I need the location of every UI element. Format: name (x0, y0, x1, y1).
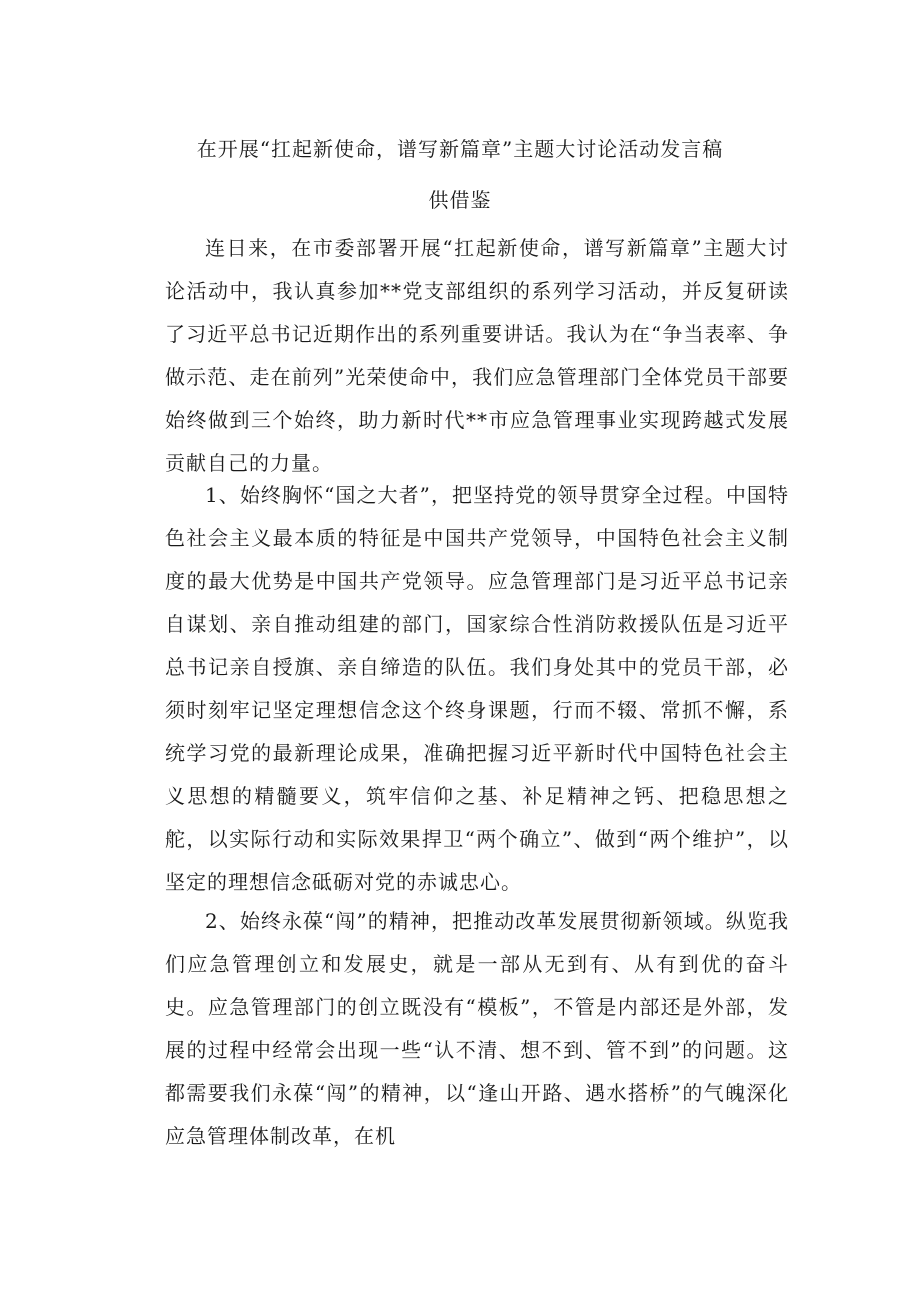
paragraph-point-2: 2、始终永葆“闯”的精神，把推动改革发展贯彻新领域。纵览我们应急管理创立和发展史，就是一部从无到有、从有到优的奋斗史。应急管理部门的创立既没有“模板”，不管是内部还是外部，发展的过程中经常会出现一些“认不清、想不到、管不到”的问题。这都需要我们永葆“闯”的精神，以“逢山开路、遇水搭桥”的气魄深化应急管理体制改革，在机 (165, 909, 789, 1148)
paragraph-intro: 连日来，在市委部署开展“扛起新使命，谱写新篇章”主题大讨论活动中，我认真参加**党支部组织的系列学习活动，并反复研读了习近平总书记近期作出的系列重要讲话。我认为在“争当表率、争做示范、走在前列”光荣使命中，我们应急管理部门全体党员干部要始终做到三个始终，助力新时代**市应急管理事业实现跨越式发展贡献自己的力量。 (165, 236, 789, 475)
document-subtitle: 供借鉴 (428, 188, 492, 212)
paragraph-point-1: 1、始终胸怀“国之大者”，把坚持党的领导贯穿全过程。中国特色社会主义最本质的特征是中国共产党领导，中国特色社会主义制度的最大优势是中国共产党领导。应急管理部门是习近平总书记亲自谋划、亲自推动组建的部门，国家综合性消防救援队伍是习近平总书记亲自授旗、亲自缔造的队伍。我们身处其中的党员干部，必须时刻牢记坚定理想信念这个终身课题，行而不辍、常抓不懈，系统学习党的最新理论成果，准确把握习近平新时代中国特色社会主义思想的精髓要义，筑牢信仰之基、补足精神之钙、把稳思想之舵，以实际行动和实际效果捍卫“两个确立”、做到“两个维护”，以坚定的理想信念砥砺对党的赤诚忠心。 (165, 483, 789, 894)
document-title: 在开展“扛起新使命，谱写新篇章”主题大讨论活动发言稿 (196, 137, 724, 161)
